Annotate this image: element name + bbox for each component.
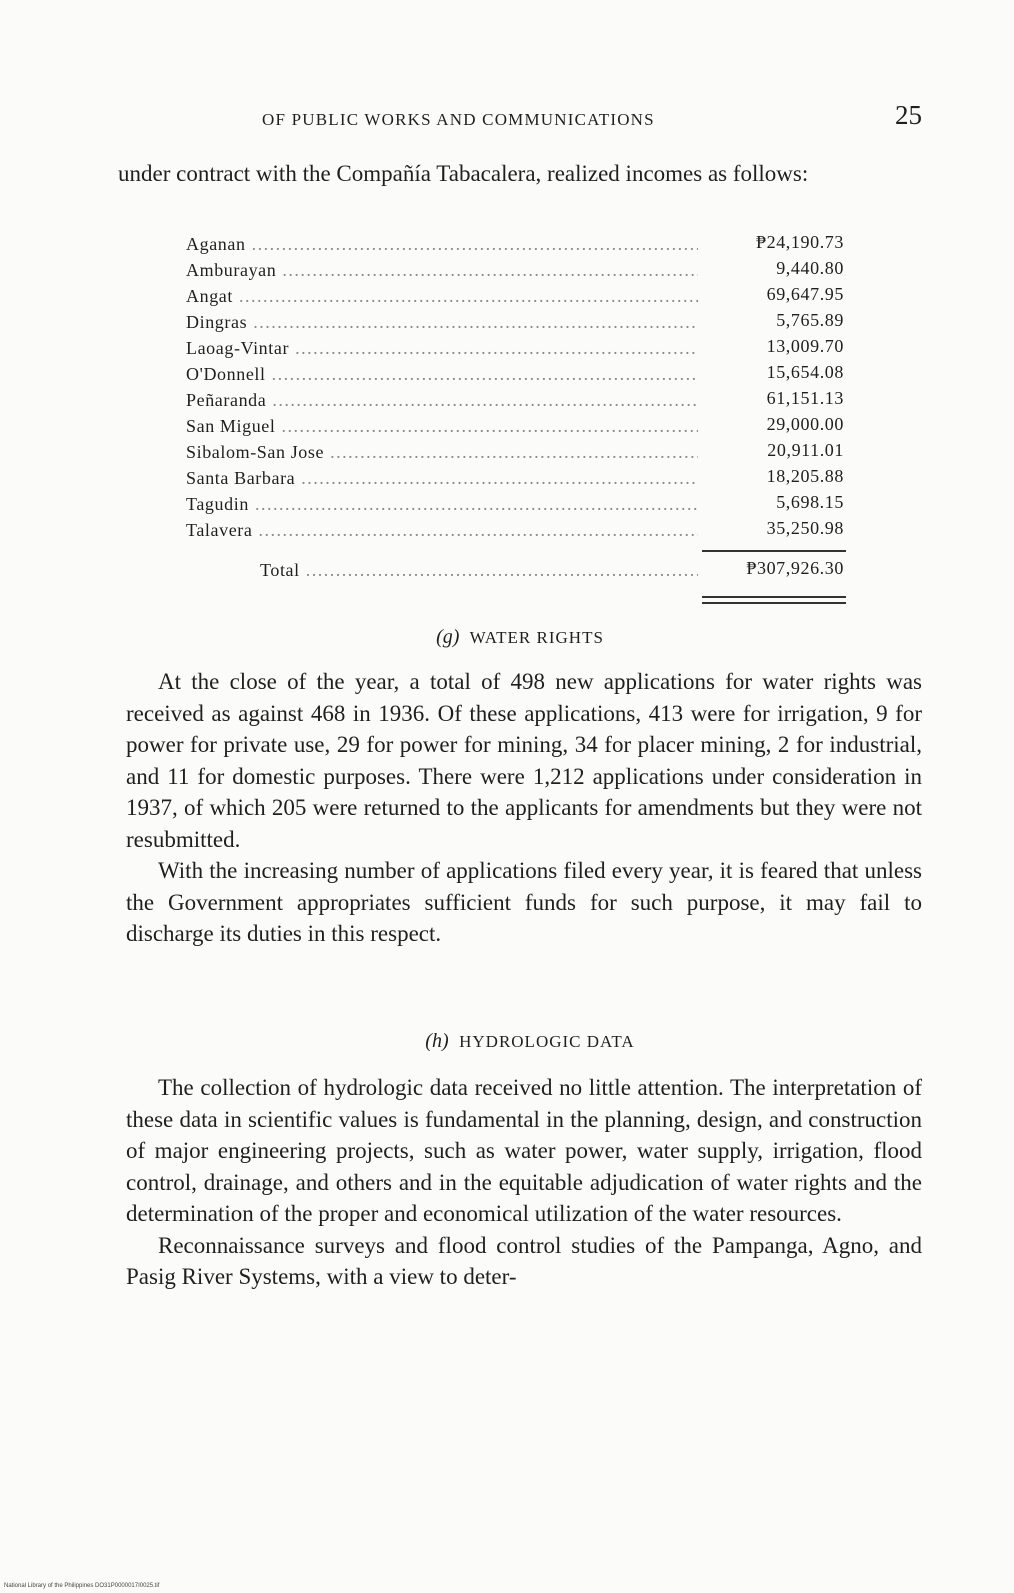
row-amount: 20,911.01 (767, 440, 844, 460)
row-amount: 9,440.80 (776, 258, 844, 278)
row-amount: 29,000.00 (766, 414, 844, 434)
section-label: (g) (436, 626, 460, 648)
section-heading-hydrologic-data (380, 1030, 680, 1053)
running-header (262, 100, 922, 142)
table-row (186, 388, 858, 414)
row-amount: 5,765.89 (776, 310, 844, 330)
header-title: OF PUBLIC WORKS AND COMMUNICATIONS (262, 110, 655, 129)
section-heading-water-rights (380, 626, 660, 649)
paragraph: At the close of the year, a total of 498 new applications for water rights was received as against 468 in 1936. Of these applications, 413 were for irrigation, 9 for power for private use, 29 for power for mining, 34 for placer mining, 2 for industrial, and 11 for domestic purposes. There were 1,212 applications under consideration in 1937, of which 205 were returned to the applicants for amendments but they were not resubmitted. (126, 669, 922, 852)
total-amount: ₱307,926.30 (746, 558, 844, 578)
table-row (186, 440, 858, 466)
table-row (186, 336, 858, 362)
table-row (186, 414, 858, 440)
row-amount: 61,151.13 (766, 388, 844, 408)
table-row (186, 492, 858, 518)
row-name: Laoag-Vintar ..... (186, 338, 698, 359)
row-name: San Miguel ..... (186, 416, 698, 437)
row-amount: 5,698.15 (776, 492, 844, 512)
table-row (186, 466, 858, 492)
row-name: Peñaranda ..... (186, 390, 698, 411)
row-amount: 69,647.95 (766, 284, 844, 304)
table-row (186, 258, 858, 284)
row-amount: 35,250.98 (766, 518, 844, 538)
row-amount: ₱24,190.73 (755, 232, 844, 252)
table-row (186, 518, 858, 544)
section-label: (h) (425, 1030, 449, 1052)
income-table (186, 232, 858, 588)
row-name: Sibalom-San Jose ..... (186, 442, 698, 463)
row-amount: 15,654.08 (766, 362, 844, 382)
row-name: O'Donnell ..... (186, 364, 698, 385)
table-row (186, 310, 858, 336)
row-amount: 18,205.88 (766, 466, 844, 486)
hydrologic-data-text (126, 1072, 922, 1293)
water-rights-text (126, 666, 922, 950)
paragraph: Reconnaissance surveys and flood control studies of the Pampanga, Agno, and Pasig River Systems, with a view to deter- (126, 1232, 922, 1289)
scan-footer: National Library of the Philippines DO31P0000017I0025.tif (4, 1583, 160, 1589)
row-name: Angat ..... (186, 286, 698, 307)
section-title: HYDROLOGIC DATA (459, 1032, 635, 1051)
row-name: Amburayan ..... (186, 260, 698, 281)
page-number: 25 (895, 100, 922, 130)
row-name: Aganan ..... (186, 234, 698, 255)
table-row (186, 362, 858, 388)
table-row (186, 232, 858, 258)
total-double-rule (702, 596, 846, 598)
row-amount: 13,009.70 (766, 336, 844, 356)
paragraph: With the increasing number of applications filed every year, it is feared that unless the Government appropriates sufficient funds for such purpose, it may fail to discharge its duties in this respect. (126, 858, 922, 946)
row-name: Tagudin ..... (186, 494, 698, 515)
row-name: Talavera ..... (186, 520, 698, 541)
paragraph: The collection of hydrologic data received no little attention. The interpretation of these data in scientific values is fundamental in the planning, design, and construction of major engineering projects, such as water power, water supply, irrigation, flood control, drainage, and others and in the equitable adjudication of water rights and the determination of the proper and economical utilization of the water resources. (126, 1075, 922, 1226)
lead-paragraph: under contract with the Compañía Tabacalera, realized incomes as follows: (118, 161, 809, 186)
subtotal-rule (702, 550, 846, 552)
row-name: Santa Barbara ..... (186, 468, 698, 489)
table-row (186, 284, 858, 310)
row-name: Dingras ..... (186, 312, 698, 333)
total-row (186, 558, 858, 588)
total-label: Total ..... (260, 560, 698, 581)
section-title: WATER RIGHTS (469, 628, 604, 647)
